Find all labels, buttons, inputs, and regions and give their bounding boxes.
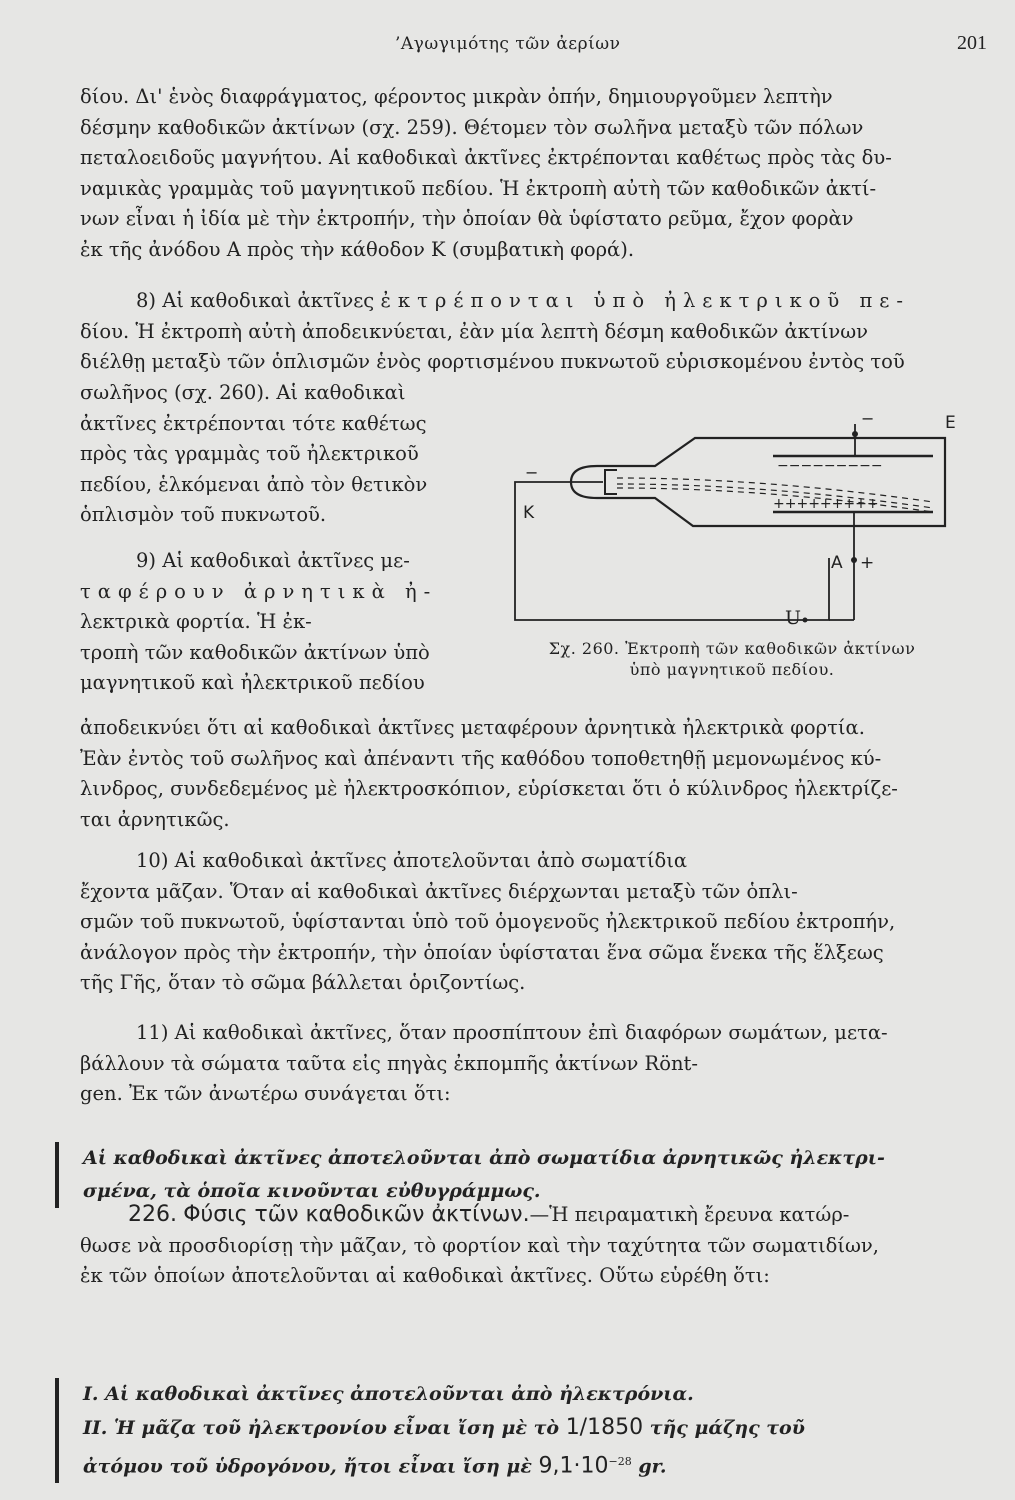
text-line: ἀποδεικνύει ὅτι αἱ καθοδικαὶ ἀκτῖνες μεταφέρουν ἀρνητικὰ ἠλεκτρικὰ φορτία.	[80, 716, 865, 739]
cathode-electrode	[605, 470, 617, 494]
callout-line: σμένα, τὰ ὁποῖα κινοῦνται εὐθυγράμμως.	[83, 1180, 541, 1202]
text-line: ἐκ τῆς ἀνόδου Α πρὸς τὴν κάθοδον Κ (συμβατικὴ φορά).	[80, 237, 635, 261]
text-line: τῆς Γῆς, ὅταν τὸ σῶμα βάλλεται ὁριζοντίως.	[80, 971, 526, 994]
section-lead-text: —Ἡ πειραματικὴ ἔρευνα κατώρ-	[529, 1203, 850, 1226]
mass-fraction: 1/1850	[565, 1415, 644, 1440]
mass-unit: gr.	[631, 1455, 667, 1478]
electron-facts-callout	[55, 1378, 988, 1483]
paragraph-magnetic	[80, 82, 990, 265]
text-line: ἀκτῖνες ἐκτρέπονται τότε καθέτως	[80, 411, 427, 435]
text-line	[80, 1200, 990, 1231]
figure-caption	[497, 638, 967, 680]
text-line: δέσμην καθοδικῶν ἀκτίνων (σχ. 259). Θέτομεν τὸν σωλῆνα μεταξὺ τῶν πόλων	[80, 115, 864, 139]
plus-A: +	[860, 553, 875, 573]
paragraph-10	[80, 846, 990, 999]
conclusion-callout	[55, 1142, 988, 1208]
text-line: σμῶν τοῦ πυκνωτοῦ, ὑφίστανται ὑπὸ τοῦ ὁμογενοῦς ἠλεκτρικοῦ πεδίου ἐκτροπήν,	[80, 910, 896, 933]
text-line: δίου. Δι' ἑνὸς διαφράγματος, φέροντος μικρὰν ὀπήν, δημιουργοῦμεν λεπτὴν	[80, 85, 833, 108]
text-line: μαγνητικοῦ καὶ ἠλεκτρικοῦ πεδίου	[80, 671, 425, 694]
caption-line: Σχ. 260. Ἐκτροπὴ τῶν καθοδικῶν ἀκτίνων	[548, 639, 916, 658]
text-line: ται ἀρνητικῶς.	[80, 807, 230, 831]
text-line: gen. Ἐκ τῶν ἀνωτέρω συνάγεται ὅτι:	[80, 1082, 451, 1105]
callout-line: I. Αἱ καθοδικαὶ ἀκτῖνες ἀποτελοῦνται ἀπὸ ἠλεκτρόνια.	[83, 1383, 694, 1405]
text-line: πρὸς τὰς γραμμὰς τοῦ ἠλεκτρικοῦ	[80, 442, 419, 465]
text-line: σωλῆνος (σχ. 260). Αἱ καθοδικαὶ	[80, 381, 406, 404]
text-line: λινδρος, συνδεδεμένος μὲ ἠλεκτροσκόπιον, εὑρίσκεται ὅτι ὁ κύλινδρος ἠλεκτρίζε-	[80, 777, 898, 800]
label-A: A	[831, 553, 843, 573]
text-line: ἔχοντα μᾶζαν. Ὅταν αἱ καθοδικαὶ ἀκτῖνες διέρχωνται μεταξὺ τῶν ὁπλι-	[80, 879, 798, 903]
p8-emphasis: ἐκτρέπονται ὑπὸ ἠλεκτρικοῦ πε-	[380, 289, 910, 312]
mass-exponent: −28	[608, 1455, 632, 1468]
text-line: πεδίου, ἑλκόμεναι ἀπὸ τὸν θετικὸν	[80, 472, 428, 496]
paragraph-8-narrow	[80, 378, 500, 531]
callout-line	[83, 1445, 988, 1483]
cathode-tube-diagram	[505, 398, 985, 638]
caption-line: ὑπὸ μαγνητικοῦ πεδίου.	[629, 660, 835, 679]
section-number: 226.	[128, 1202, 177, 1227]
section-226	[80, 1200, 990, 1292]
text-line: ἐκ τῶν ὁποίων ἀποτελοῦνται αἱ καθοδικαὶ ἀκτῖνες. Οὕτω εὑρέθη ὅτι:	[80, 1264, 770, 1287]
callout-text: ἀτόμου τοῦ ὑδρογόνου, ἤτοι εἶναι ἴση μὲ	[83, 1455, 539, 1478]
callout-text: II. Ἡ μᾶζα τοῦ ἠλεκτρονίου εἶναι ἴση μὲ τὸ	[83, 1417, 566, 1439]
text-line: βάλλουν τὰ σώματα ταῦτα εἰς πηγὰς ἐκπομπῆς ἀκτίνων Rönt-	[80, 1051, 698, 1075]
plus-row-label: +++++++++	[773, 496, 879, 512]
running-title: ’Αγωγιμότης τῶν ἀερίων	[395, 34, 621, 54]
figure-260	[505, 398, 985, 698]
text-line: νων εἶναι ἡ ἰδία μὲ τὴν ἐκτροπήν, τὴν ὁποίαν θὰ ὑφίστατο ρεῦμα, ἔχον φορὰν	[80, 207, 854, 230]
terminal-dot	[852, 431, 858, 437]
page-header	[0, 30, 1015, 60]
paragraph-11	[80, 1018, 990, 1110]
callout-text: τῆς μάζης τοῦ	[643, 1417, 805, 1439]
callout-line	[83, 1411, 988, 1445]
text-line: δίου. Ἡ ἐκτροπὴ αὐτὴ ἀποδεικνύεται, ἐὰν μία λεπτὴ δέσμη καθοδικῶν ἀκτίνων	[80, 319, 868, 343]
text-line: ὁπλισμὸν τοῦ πυκνωτοῦ.	[80, 503, 327, 526]
section-title: Φύσις τῶν καθοδικῶν ἀκτίνων.	[183, 1202, 530, 1227]
terminal-dot	[803, 618, 808, 623]
minus-top: −	[861, 409, 875, 428]
text-line: 11) Αἱ καθοδικαὶ ἀκτῖνες, ὅταν προσπίπτουν ἐπὶ διαφόρων σωμάτων, μετα-	[136, 1021, 888, 1044]
text-line	[80, 286, 990, 317]
text-line: ἀνάλογον πρὸς τὴν ἐκτροπήν, τὴν ὁποίαν ὑφίσταται ἕνα σῶμα ἕνεκα τῆς ἕλξεως	[80, 940, 884, 964]
minus-left: −	[525, 463, 539, 482]
label-K: K	[523, 503, 535, 523]
page-number: 201	[957, 32, 987, 54]
mass-value: 9,1·10	[538, 1453, 609, 1479]
minus-row-label: −−−−−−−−−	[777, 458, 883, 474]
p8-lead: 8) Αἱ καθοδικαὶ ἀκτῖνες	[136, 289, 381, 312]
text-line: ναμικὰς γραμμὰς τοῦ μαγνητικοῦ πεδίου. Ἡ ἐκτροπὴ αὐτὴ τῶν καθοδικῶν ἀκτί-	[80, 176, 877, 200]
label-U: U	[785, 607, 802, 629]
text-line: 10) Αἱ καθοδικαὶ ἀκτῖνες ἀποτελοῦνται ἀπὸ σωματίδια	[136, 849, 688, 872]
callout-line: Αἱ καθοδικαὶ ἀκτῖνες ἀποτελοῦνται ἀπὸ σωματίδια ἀρνητικῶς ἠλεκτρι-	[83, 1147, 885, 1169]
terminal-dot	[851, 557, 857, 563]
text-line: Ἐὰν ἐντὸς τοῦ σωλῆνος καὶ ἀπέναντι τῆς καθόδου τοποθετηθῇ μεμονωμένος κύ-	[80, 746, 882, 770]
paragraph-9-wide	[80, 713, 990, 835]
text-line: πεταλοειδοῦς μαγνήτου. Αἱ καθοδικαὶ ἀκτῖνες ἐκτρέπονται καθέτως πρὸς τὰς δυ-	[80, 146, 892, 169]
paragraph-9-narrow	[80, 546, 480, 699]
text-line: διέλθῃ μεταξὺ τῶν ὁπλισμῶν ἑνὸς φορτισμένου πυκνωτοῦ εὑρισκομένου ἐντὸς τοῦ	[80, 350, 905, 373]
label-E: E	[945, 413, 956, 433]
text-line: τροπὴ τῶν καθοδικῶν ἀκτίνων ὑπὸ	[80, 640, 430, 664]
text-line: θωσε νὰ προσδιορίσῃ τὴν μᾶζαν, τὸ φορτίον καὶ τὴν ταχύτητα τῶν σωματιδίων,	[80, 1233, 879, 1257]
paragraph-8	[80, 286, 990, 378]
text-line: ταφέρουν ἀρνητικὰ ἠ-	[80, 579, 438, 603]
text-line: 9) Αἱ καθοδικαὶ ἀκτῖνες με-	[136, 549, 410, 572]
text-line: λεκτρικὰ φορτία. Ἡ ἐκ-	[80, 610, 312, 633]
